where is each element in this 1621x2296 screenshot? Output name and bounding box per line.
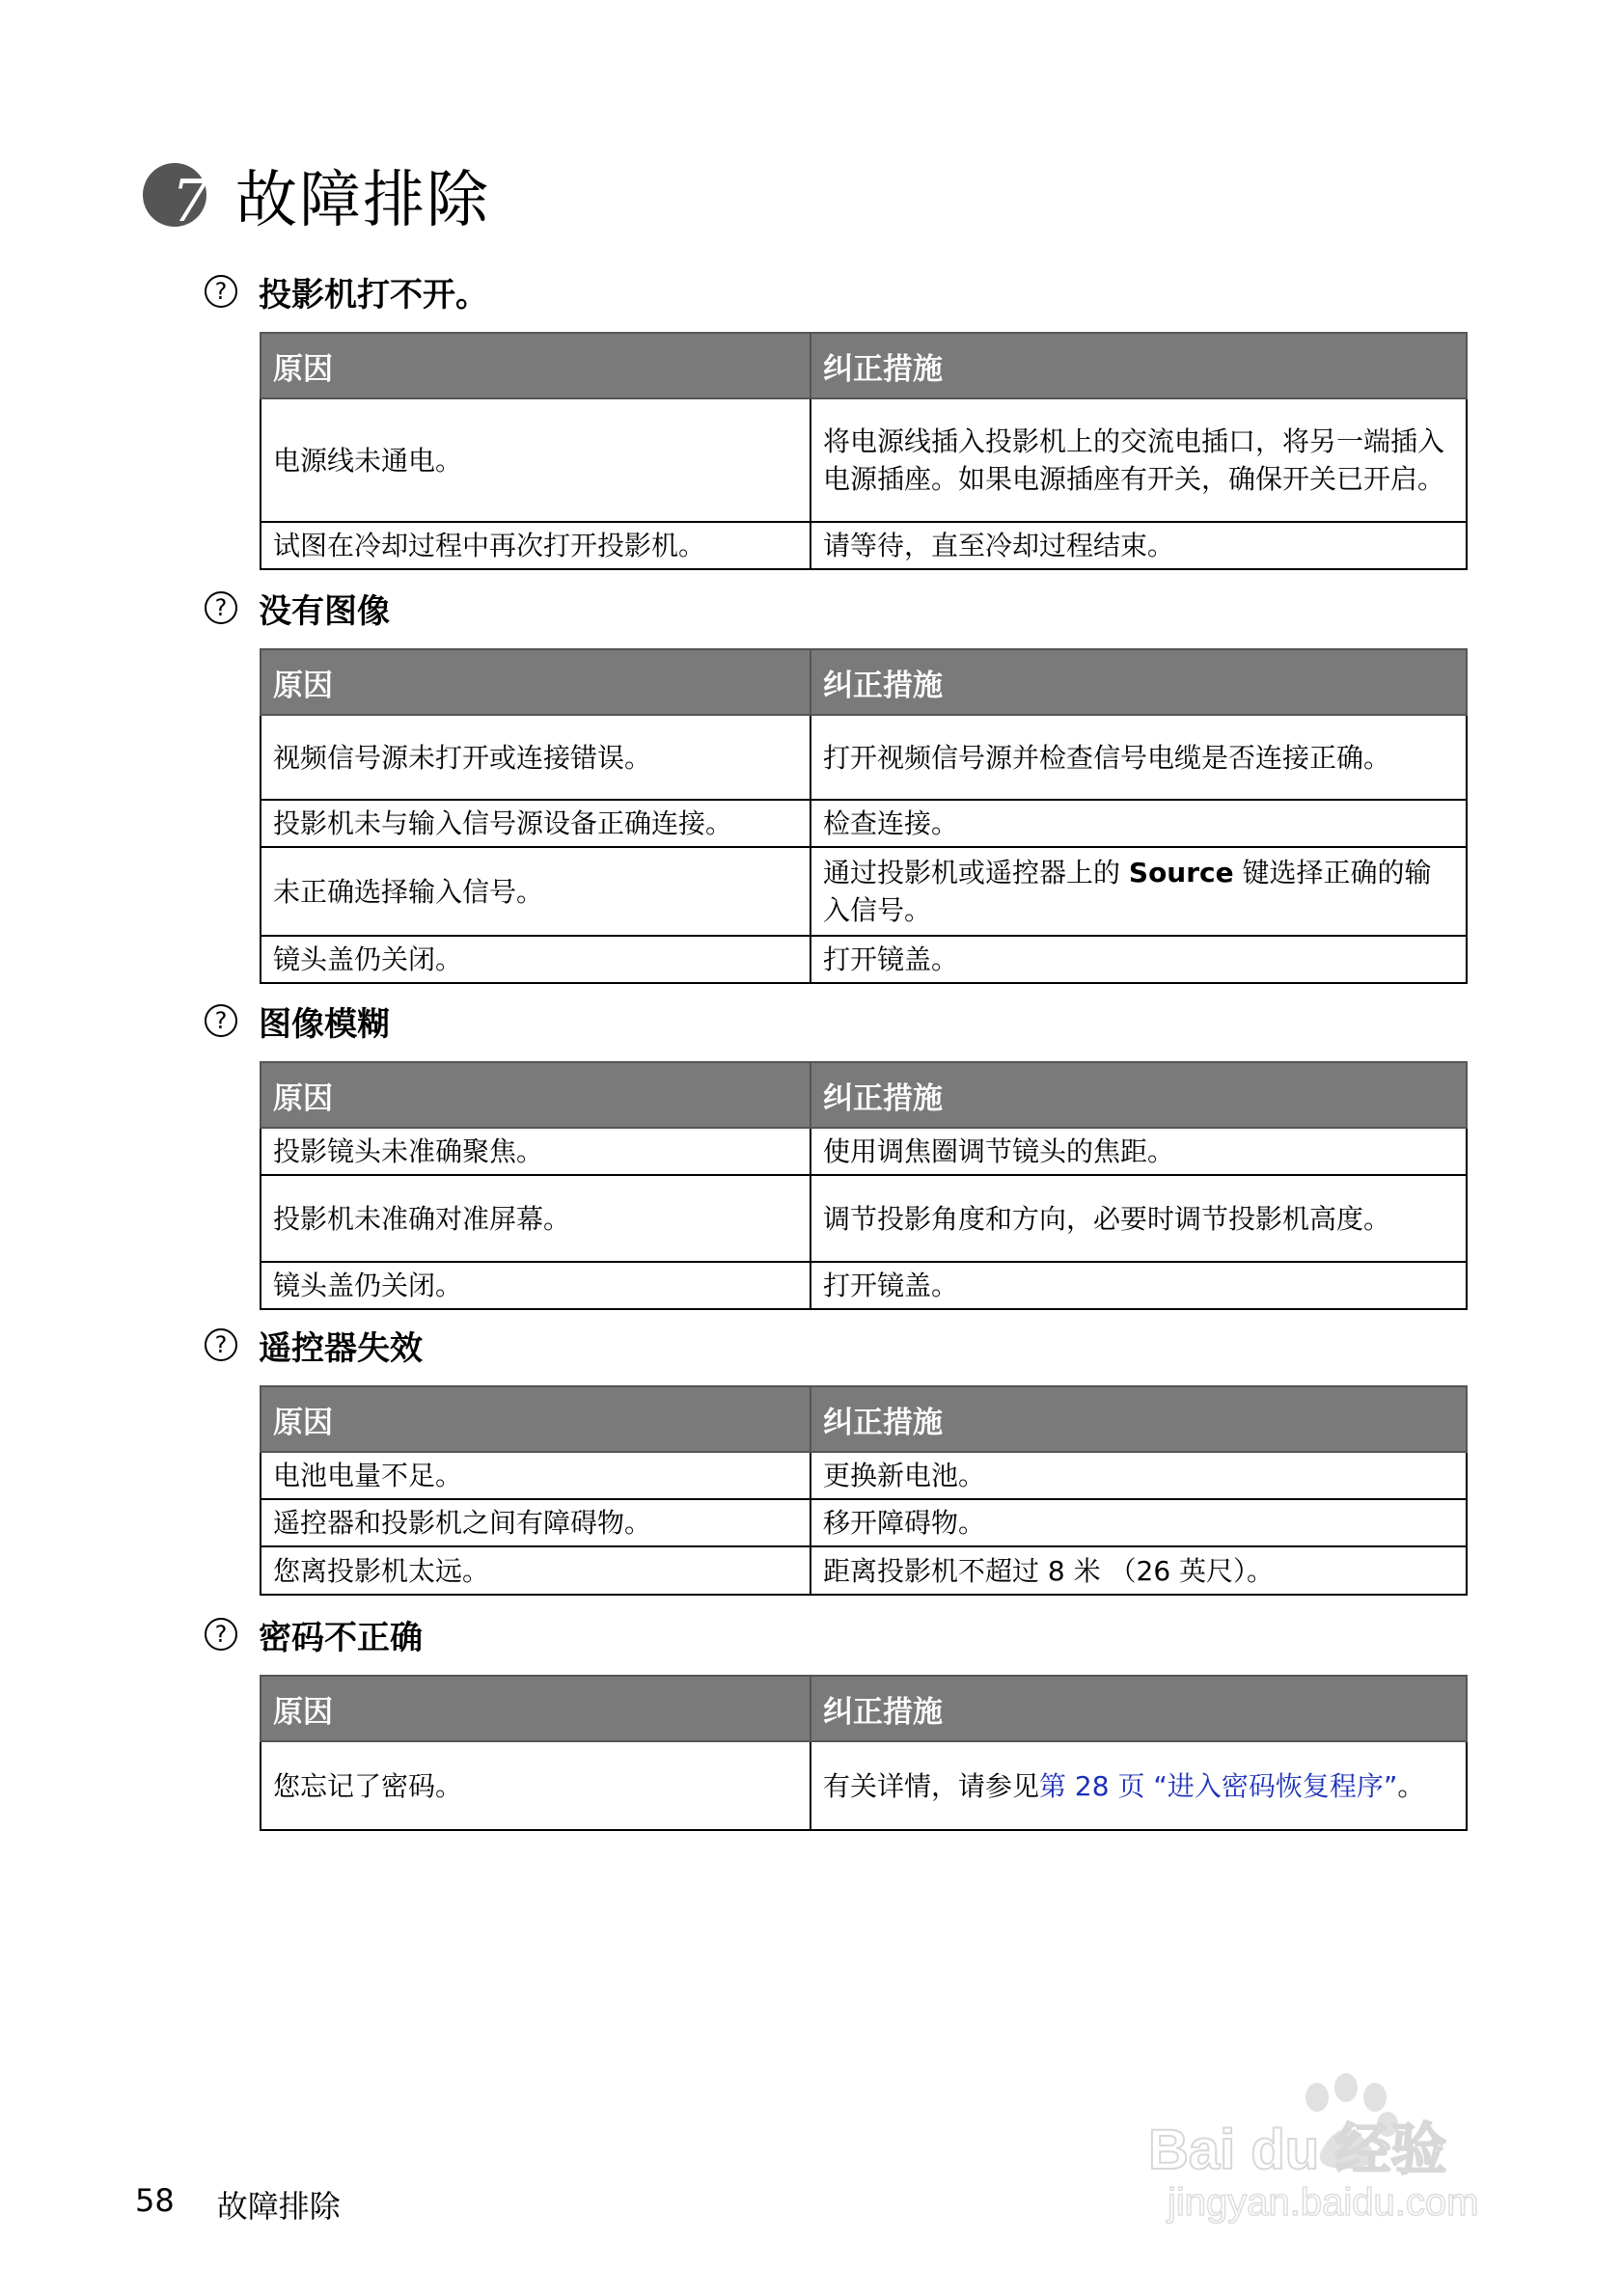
section-heading bbox=[205, 270, 1468, 313]
table-row bbox=[261, 398, 1467, 522]
chapter-heading bbox=[143, 147, 490, 243]
troubleshooting-table bbox=[260, 648, 1468, 984]
page-footer bbox=[135, 2182, 341, 2227]
page-number: 58 bbox=[135, 2182, 175, 2219]
troubleshooting-table bbox=[260, 1061, 1468, 1310]
section-heading bbox=[205, 1613, 1468, 1655]
fix-cell: 更换新电池。 bbox=[810, 1452, 1467, 1499]
section-title: 没有图像 bbox=[259, 591, 390, 631]
section-heading bbox=[205, 587, 1468, 629]
column-header-cause: 原因 bbox=[261, 1386, 810, 1452]
watermark-url: jingyan.baidu.com bbox=[1168, 2181, 1479, 2224]
section-heading bbox=[205, 1324, 1468, 1366]
column-header-cause: 原因 bbox=[261, 649, 810, 715]
section-projector-wont-start bbox=[205, 270, 1468, 570]
table-row bbox=[261, 1175, 1467, 1262]
baidu-watermark bbox=[1148, 2061, 1553, 2225]
table-row bbox=[261, 522, 1467, 569]
section-no-image bbox=[205, 587, 1468, 984]
section-wrong-password bbox=[205, 1613, 1468, 1831]
column-header-fix: 纠正措施 bbox=[810, 1386, 1467, 1452]
question-icon: ? bbox=[205, 1004, 237, 1037]
chapter-number-badge bbox=[143, 163, 208, 235]
question-icon: ? bbox=[205, 1618, 237, 1651]
column-header-fix: 纠正措施 bbox=[810, 333, 1467, 398]
source-key-label: Source bbox=[1128, 857, 1234, 888]
cause-cell: 您离投影机太远。 bbox=[261, 1546, 810, 1595]
question-icon: ? bbox=[205, 275, 237, 308]
fix-cell: 打开视频信号源并检查信号电缆是否连接正确。 bbox=[810, 715, 1467, 800]
table-row bbox=[261, 847, 1467, 936]
table-row bbox=[261, 1128, 1467, 1175]
fix-text: 。 bbox=[1397, 1769, 1425, 1802]
fix-text: 有关详情，请参见 bbox=[823, 1769, 1040, 1802]
table-row bbox=[261, 1262, 1467, 1309]
cause-cell: 投影镜头未准确聚焦。 bbox=[261, 1128, 810, 1175]
table-row bbox=[261, 1546, 1467, 1595]
section-title: 投影机打不开。 bbox=[259, 275, 488, 314]
section-title: 密码不正确 bbox=[259, 1618, 423, 1657]
section-title: 图像模糊 bbox=[259, 1004, 390, 1044]
fix-cell bbox=[810, 847, 1467, 936]
column-header-fix: 纠正措施 bbox=[810, 649, 1467, 715]
cause-cell: 视频信号源未打开或连接错误。 bbox=[261, 715, 810, 800]
page-28-link[interactable]: 第 28 页 “进入密码恢复程序” bbox=[1039, 1769, 1398, 1802]
fix-cell: 将电源线插入投影机上的交流电插口，将另一端插入电源插座。如果电源插座有开关，确保开关已开启。 bbox=[810, 398, 1467, 522]
column-header-fix: 纠正措施 bbox=[810, 1676, 1467, 1741]
fix-cell: 打开镜盖。 bbox=[810, 936, 1467, 983]
cause-cell: 投影机未与输入信号源设备正确连接。 bbox=[261, 800, 810, 847]
fix-cell: 使用调焦圈调节镜头的焦距。 bbox=[810, 1128, 1467, 1175]
table-row bbox=[261, 1452, 1467, 1499]
cause-cell: 电池电量不足。 bbox=[261, 1452, 810, 1499]
fix-cell: 距离投影机不超过 8 米 （26 英尺）。 bbox=[810, 1546, 1467, 1595]
table-header-row bbox=[261, 649, 1467, 715]
section-heading bbox=[205, 999, 1468, 1042]
column-header-cause: 原因 bbox=[261, 1676, 810, 1741]
cause-cell: 您忘记了密码。 bbox=[261, 1741, 810, 1830]
cause-cell: 投影机未准确对准屏幕。 bbox=[261, 1175, 810, 1262]
table-row bbox=[261, 1499, 1467, 1546]
section-title: 遥控器失效 bbox=[259, 1328, 423, 1368]
question-icon: ? bbox=[205, 591, 237, 624]
table-row bbox=[261, 936, 1467, 983]
section-remote-failure bbox=[205, 1324, 1468, 1596]
fix-cell: 调节投影角度和方向，必要时调节投影机高度。 bbox=[810, 1175, 1467, 1262]
column-header-fix: 纠正措施 bbox=[810, 1062, 1467, 1128]
fix-cell: 检查连接。 bbox=[810, 800, 1467, 847]
table-header-row bbox=[261, 1062, 1467, 1128]
fix-text: 键选择正确的输入信号。 bbox=[823, 857, 1432, 926]
cause-cell: 遥控器和投影机之间有障碍物。 bbox=[261, 1499, 810, 1546]
table-row bbox=[261, 715, 1467, 800]
column-header-cause: 原因 bbox=[261, 333, 810, 398]
fix-text: 通过投影机或遥控器上的 bbox=[823, 857, 1129, 888]
table-row bbox=[261, 1741, 1467, 1830]
table-header-row bbox=[261, 1676, 1467, 1741]
cause-cell: 镜头盖仍关闭。 bbox=[261, 1262, 810, 1309]
footer-section-name: 故障排除 bbox=[216, 2188, 341, 2225]
fix-cell: 打开镜盖。 bbox=[810, 1262, 1467, 1309]
chapter-title: 故障排除 bbox=[235, 165, 490, 236]
fix-cell: 请等待，直至冷却过程结束。 bbox=[810, 522, 1467, 569]
table-header-row bbox=[261, 333, 1467, 398]
fix-cell bbox=[810, 1741, 1467, 1830]
table-header-row bbox=[261, 1386, 1467, 1452]
watermark-brand: Bai du 经验 bbox=[1148, 2118, 1447, 2181]
cause-cell: 试图在冷却过程中再次打开投影机。 bbox=[261, 522, 810, 569]
troubleshooting-table bbox=[260, 332, 1468, 570]
column-header-cause: 原因 bbox=[261, 1062, 810, 1128]
troubleshooting-table bbox=[260, 1675, 1468, 1831]
cause-cell: 镜头盖仍关闭。 bbox=[261, 936, 810, 983]
chapter-number: 7 bbox=[171, 168, 208, 235]
table-row bbox=[261, 800, 1467, 847]
fix-cell: 移开障碍物。 bbox=[810, 1499, 1467, 1546]
question-icon: ? bbox=[205, 1328, 237, 1361]
section-blurry-image bbox=[205, 999, 1468, 1310]
cause-cell: 电源线未通电。 bbox=[261, 398, 810, 522]
troubleshooting-table bbox=[260, 1385, 1468, 1596]
cause-cell: 未正确选择输入信号。 bbox=[261, 847, 810, 936]
